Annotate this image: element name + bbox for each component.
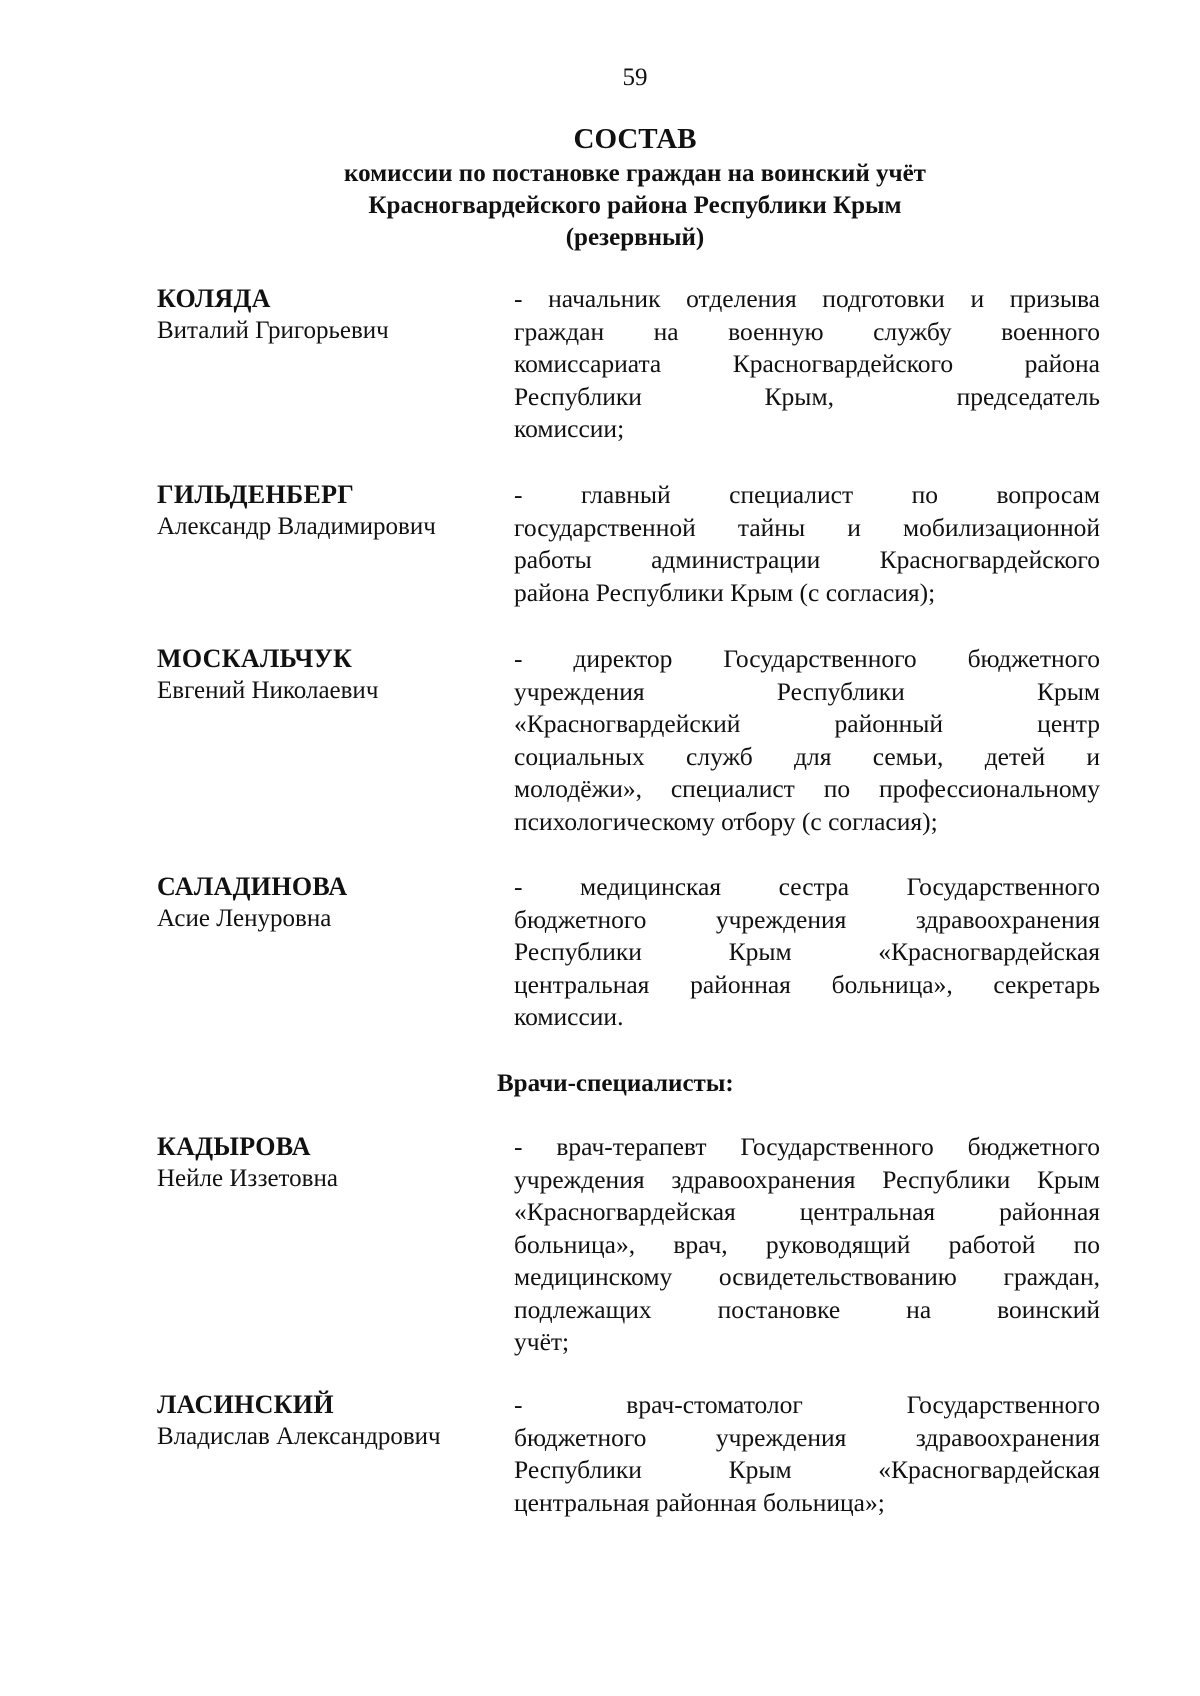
- role-line: бюджетного учреждения здравоохранения: [514, 904, 1100, 934]
- member-given-name: Виталий Григорьевич: [157, 317, 389, 344]
- member-surname: ГИЛЬДЕНБЕРГ: [157, 480, 355, 509]
- section-heading-specialists: Врачи-специалисты:: [497, 1070, 734, 1097]
- title-main: СОСТАВ: [573, 123, 697, 155]
- role-line: социальных служб для семьи, детей и: [514, 741, 1100, 771]
- role-line: комиссариата Красногвардейского района: [514, 349, 1100, 378]
- role-line: - медицинская сестра Государственного: [514, 872, 1100, 901]
- role-line: молодёжи», специалист по профессиональному: [514, 774, 1100, 803]
- role-line: учреждения Республики Крым: [514, 676, 1100, 706]
- title-line-1: комиссии по постановке граждан на воинский учёт: [344, 160, 926, 187]
- title-line-3: (резервный): [565, 224, 705, 251]
- role-line: «Красногвардейский районный центр: [514, 709, 1100, 738]
- role-line: больница», врач, руководящий работой по: [514, 1229, 1100, 1259]
- role-line: работы администрации Красногвардейского: [514, 545, 1100, 574]
- role-line: - начальник отделения подготовки и призыва: [514, 284, 1100, 313]
- role-line: - врач-терапевт Государственного бюджетного: [514, 1132, 1100, 1161]
- member-name: [157, 871, 497, 935]
- specialist-surname: ЛАСИНСКИЙ: [157, 1390, 334, 1419]
- role-line: «Красногвардейская центральная районная: [514, 1197, 1100, 1226]
- role-line: центральная районная больница»;: [514, 1487, 885, 1517]
- role-line: психологическому отбору (с согласия);: [514, 806, 938, 836]
- member-role: [514, 643, 1100, 838]
- role-line: - врач-стоматолог Государственного: [514, 1390, 1100, 1419]
- member-name: [157, 479, 497, 543]
- member-given-name: Асие Ленуровна: [157, 905, 332, 932]
- role-line: комиссии.: [514, 1002, 624, 1031]
- role-line: Республики Крым, председатель: [514, 381, 1100, 411]
- role-line: учреждения здравоохранения Республики Крым: [514, 1164, 1100, 1194]
- specialist-role: [514, 1131, 1100, 1359]
- specialist-name: [157, 1131, 497, 1195]
- title-line-2: Красногвардейского района Республики Крым: [368, 192, 902, 219]
- member-role: [514, 871, 1100, 1034]
- role-line: бюджетного учреждения здравоохранения: [514, 1422, 1100, 1452]
- role-line: Республики Крым «Красногвардейская: [514, 937, 1100, 966]
- member-surname: МОСКАЛЬЧУК: [157, 644, 353, 673]
- specialist-given-name: Владислав Александрович: [157, 1423, 441, 1450]
- document-title: [190, 120, 1080, 254]
- role-line: подлежащих постановке на воинский: [514, 1294, 1100, 1324]
- member-given-name: Александр Владимирович: [157, 513, 436, 540]
- role-line: района Республики Крым (с согласия);: [514, 577, 936, 607]
- role-line: граждан на военную службу военного: [514, 316, 1100, 346]
- role-line: учёт;: [514, 1327, 570, 1356]
- page-number: 59: [622, 64, 648, 91]
- member-surname: КОЛЯДА: [157, 284, 271, 313]
- role-line: - главный специалист по вопросам: [514, 480, 1100, 509]
- specialist-surname: КАДЫРОВА: [157, 1132, 311, 1161]
- specialist-role: [514, 1389, 1100, 1519]
- specialist-given-name: Нейле Иззетовна: [157, 1165, 338, 1192]
- role-line: - директор Государственного бюджетного: [514, 644, 1100, 673]
- member-surname: САЛАДИНОВА: [157, 872, 348, 901]
- specialist-name: [157, 1389, 497, 1453]
- role-line: центральная районная больница», секретарь: [514, 969, 1100, 999]
- member-role: [514, 283, 1100, 446]
- member-name: [157, 283, 497, 347]
- role-line: комиссии;: [514, 414, 625, 443]
- role-line: медицинскому освидетельствованию граждан,: [514, 1262, 1100, 1291]
- member-name: [157, 643, 497, 707]
- member-given-name: Евгений Николаевич: [157, 677, 379, 704]
- member-role: [514, 479, 1100, 609]
- role-line: Республики Крым «Красногвардейская: [514, 1455, 1100, 1484]
- role-line: государственной тайны и мобилизационной: [514, 512, 1100, 542]
